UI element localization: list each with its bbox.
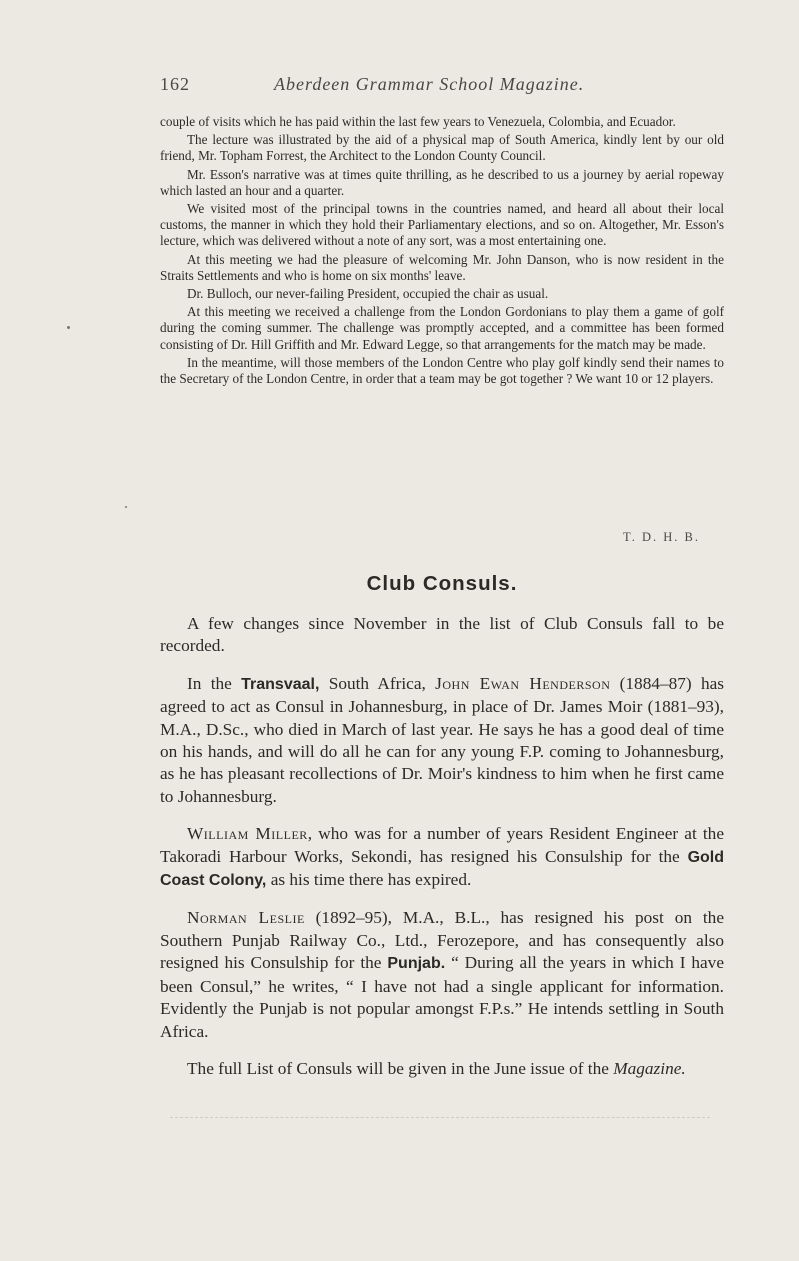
text-run: (1892–95), M.A., B.L., has resigned his post on the Southern Punjab Railway Co., Ltd., Ferozepore, and has consequently also resigned his Consulship for the — [160, 908, 724, 973]
london-centre-report — [160, 114, 724, 389]
text-run: South Africa, — [319, 673, 436, 693]
closing-paragraph — [160, 1058, 724, 1080]
page-number: 162 — [160, 74, 190, 94]
text-run: as his time there has expired. — [266, 870, 472, 890]
report-paragraph: We visited most of the principal towns in the countries named, and heard all about their local customs, the manner in which they hold their Parliamentary elections, and so on. Altogether, Mr. Esson's lecture, which was delivered without a note of any sort, was a most entertaining one. — [160, 201, 724, 249]
report-paragraph: In the meantime, will those members of the London Centre who play golf kindly send their names to the Secretary of the London Centre, in order that a team may be got together ? We want 10 or 12 players. — [160, 354, 724, 387]
consul-name: Norman Leslie — [187, 908, 305, 928]
region-name: Transvaal, — [241, 675, 320, 693]
magazine-italic: Magazine. — [613, 1058, 686, 1078]
club-consuls-section — [160, 613, 724, 1095]
report-paragraph: At this meeting we had the pleasure of welcoming Mr. John Danson, who is now resident in the Straits Settlements and who is home on six months' leave. — [160, 251, 724, 283]
text-run: (1884–87) has agreed to act as Consul in Johannesburg, in place of Dr. James Moir (1881–93), M.A., D.Sc., who died in March of last year. He says he has a good deal of time on his hands, and will do all he can for any young F.P. coming to Johannesburg, as he has pleasant recollections of Dr. Moir's kindness to him when he first came to Johannesburg. — [160, 673, 724, 806]
consul-name: John Ewan Henderson — [435, 673, 611, 693]
intro-paragraph: A few changes since November in the list of Club Consuls fall to be recorded. — [160, 614, 724, 656]
journal-title: Aberdeen Grammar School Magazine. — [274, 74, 585, 94]
text-run: The full List of Consuls will be given in the June issue of the — [187, 1058, 614, 1078]
punjab-paragraph — [160, 907, 724, 1042]
gold-coast-paragraph — [160, 823, 724, 892]
print-speck — [125, 506, 127, 508]
region-name: Punjab. — [387, 955, 446, 973]
report-signature: T. D. H. B. — [623, 530, 700, 544]
text-run: In the — [187, 673, 242, 693]
print-speck — [67, 326, 70, 329]
report-paragraph: Mr. Esson's narrative was at times quite thrilling, as he described to us a journey by aerial ropeway which lasted an hour and a quarter. — [160, 166, 724, 198]
bottom-rule — [170, 1117, 710, 1118]
transvaal-paragraph — [160, 673, 724, 808]
report-paragraph: At this meeting we received a challenge from the London Gordonians to play them a game of golf during the coming summer. The challenge was promptly accepted, and a committee has been formed consisting of Dr. Hill Griffith and Mr. Edward Legge, so that arrangements for the match may be made. — [160, 304, 724, 352]
report-paragraph: The lecture was illustrated by the aid of a physical map of South America, kindly lent by our old friend, Mr. Topham Forrest, the Architect to the London County Council. — [160, 132, 724, 164]
report-paragraph: Dr. Bulloch, our never-failing President, occupied the chair as usual. — [187, 286, 549, 302]
text-run: , who was for a number of years Resident Engineer at the Takoradi Harbour Works, Sekondi, has resigned his Consulship for the — [160, 824, 724, 866]
report-paragraph: couple of visits which he has paid within the last few years to Venezuela, Colombia, and Ecuador. — [160, 114, 676, 129]
section-heading: Club Consuls. — [366, 572, 518, 595]
running-head — [160, 74, 720, 98]
consul-name: William Miller — [187, 824, 308, 844]
region-name: Gold Coast Colony, — [160, 848, 724, 890]
text-run: “ During all the years in which I have been Consul,” he writes, “ I have not had a single applicant for information. Evidently the Punjab is not popular amongst F.P.s.” He intends settling in South Africa. — [160, 953, 724, 1041]
